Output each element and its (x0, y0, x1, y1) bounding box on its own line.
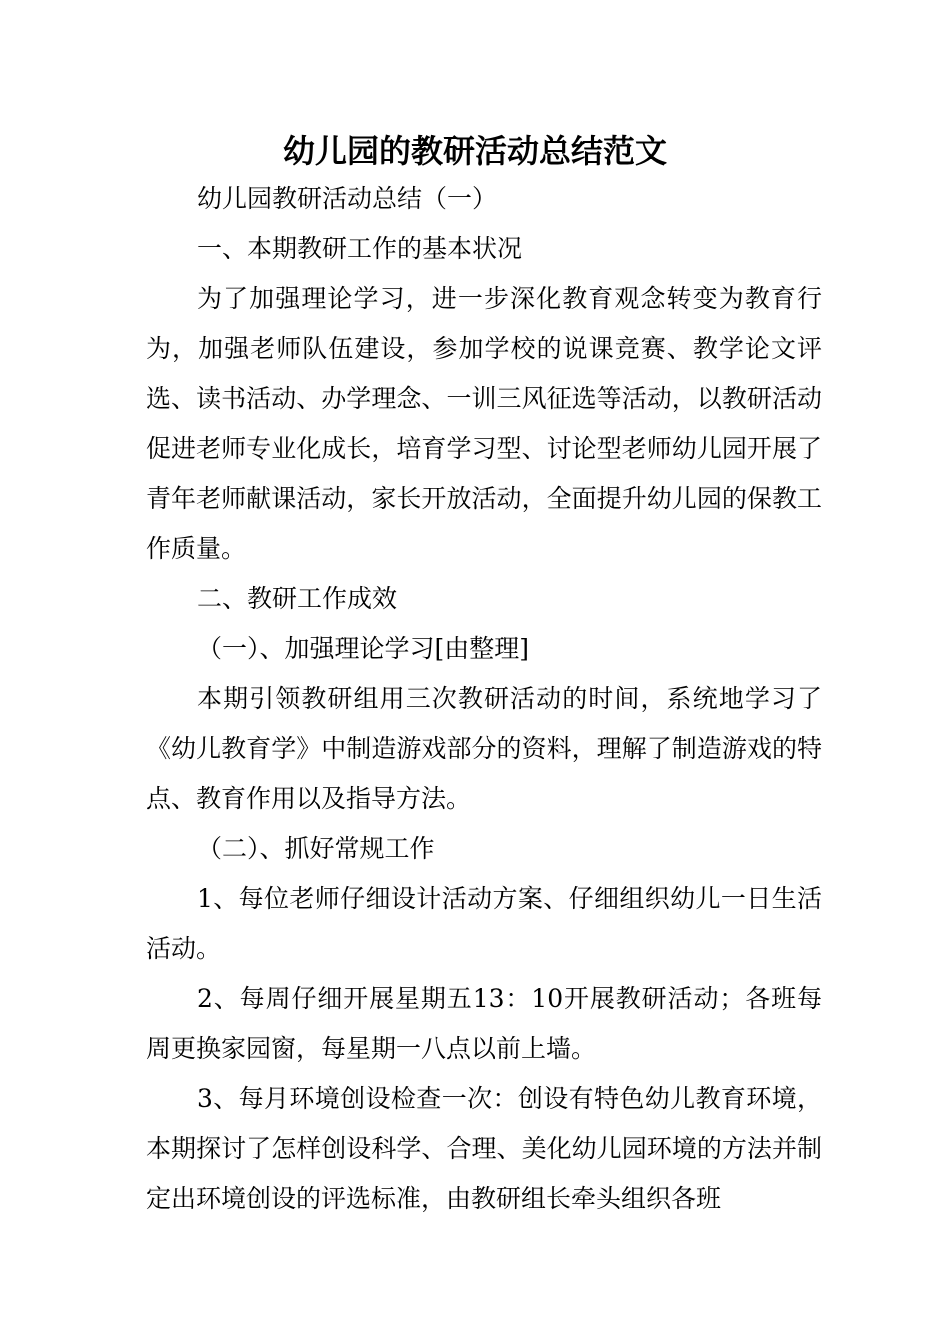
section-heading-results: 二、教研工作成效 (197, 584, 398, 613)
list-item-2: 2、每周仔细开展星期五13：10开展教研活动；各班每周更换家园窗，每星期一八点以前上墙。 (146, 984, 822, 1063)
list-item-1: 1、每位老师仔细设计活动方案、仔细组织幼儿一日生活活动。 (146, 884, 822, 963)
section-heading-basic-status: 一、本期教研工作的基本状况 (197, 234, 523, 263)
document-body (146, 174, 822, 1224)
subheading-theory-learning: （一）、加强理论学习[由整理] (197, 634, 530, 663)
list-item-3: 3、每月环境创设检查一次：创设有特色幼儿教育环境，本期探讨了怎样创设科学、合理、美化幼儿园环境的方法并制定出环境创设的评选标准，由教研组长牵头组织各班 (146, 1084, 822, 1213)
paragraph-research-group: 本期引领教研组用三次教研活动的时间，系统地学习了《幼儿教育学》中制造游戏部分的资料，理解了制造游戏的特点、教育作用以及指导方法。 (146, 684, 822, 813)
document-title: 幼儿园的教研活动总结范文 (282, 132, 667, 170)
paragraph-theory-study: 为了加强理论学习，进一步深化教育观念转变为教育行为，加强老师队伍建设，参加学校的说课竞赛、教学论文评选、读书活动、办学理念、一训三风征选等活动，以教研活动促进老师专业化成长，培育学习型、讨论型老师幼儿园开展了青年老师献课活动，家长开放活动，全面提升幼儿园的保教工作质量。 (146, 284, 822, 563)
subheading-routine-work: （二）、抓好常规工作 (197, 834, 435, 863)
section-heading-summary-one: 幼儿园教研活动总结（一） (197, 184, 498, 213)
